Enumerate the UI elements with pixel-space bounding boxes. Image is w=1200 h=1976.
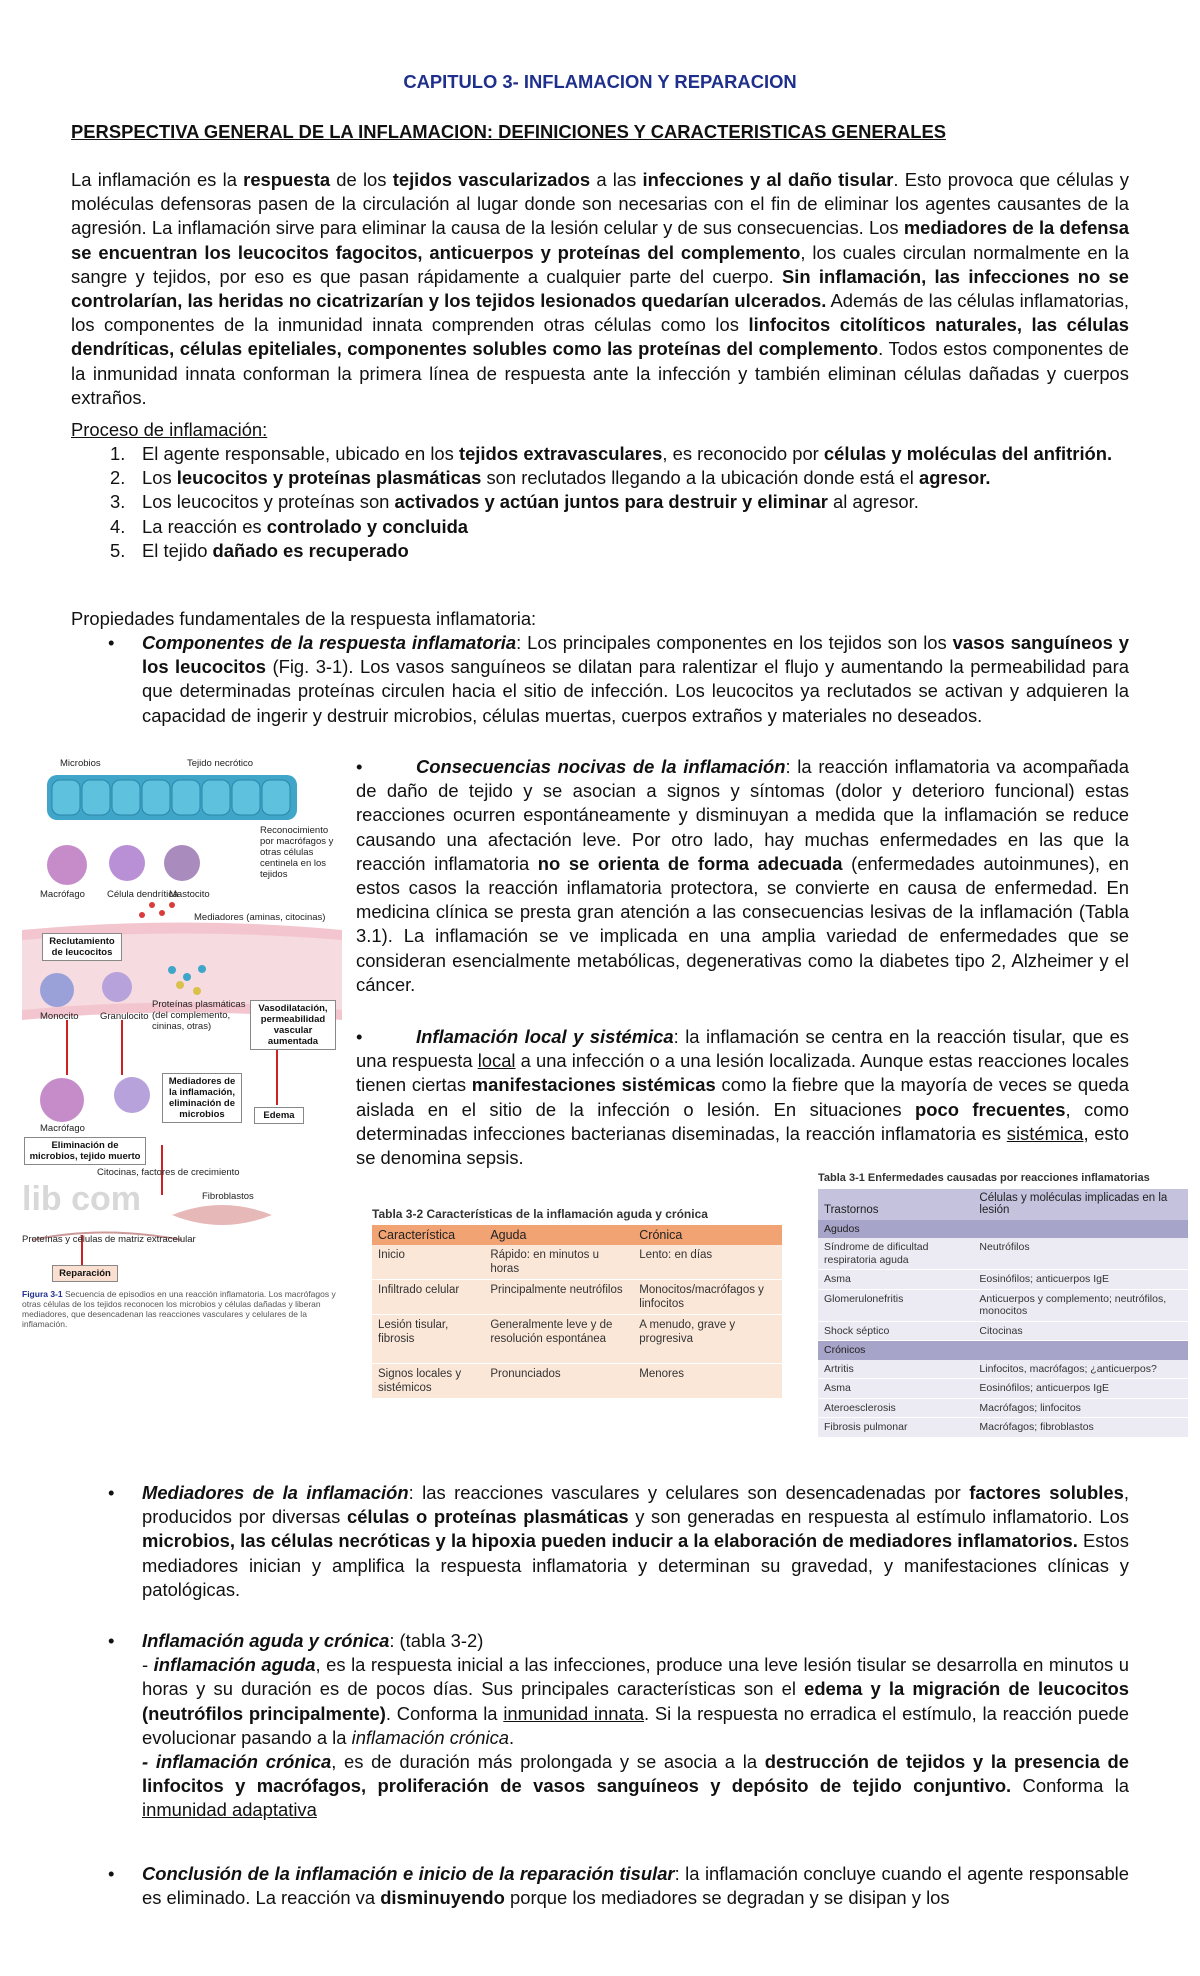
- dendritic-cell: [109, 845, 145, 881]
- table-row: Ateroesclerosis Macrófagos; linfocitos: [818, 1398, 1188, 1418]
- box-mediadores: Mediadores de la inflamación, eliminación de microbios: [162, 1073, 242, 1123]
- bullet-conclusion: • Conclusión de la inflamación e inicio de la reparación tisular: la inflamación concluye cuando el agente responsable es eliminado. La reacción va disminuyendo porque los mediadores se degradan y se disipan y los: [108, 1863, 1129, 1909]
- table-3-1: Tabla 3-1 Enfermedades causadas por reacciones inflamatorias Trastornos Células y moléculas implicadas en la lesión Agudos Síndrome de dificultad respiratoria aguda Neutrófilos Asma Eosinófilos; anticuerpos IgE Glomerulonefritis Anticuerpos y complemento; neutrófilos, monocitos Shock séptico Citocinas Crónicos Artritis Linfocitos, macrófagos; ¿anticuerpos? Asma Eosinófilos; anticuerpos IgE Ateroesclerosis Macrófagos; linfocitos Fibrosis pulmonar Macrófagos; fibroblastos: [818, 1172, 1188, 1438]
- monocyte-cell: [40, 973, 74, 1007]
- process-list: [110, 442, 1129, 563]
- intro-paragraph: La inflamación es la respuesta de los tejidos vascularizados a las infecciones y al daño tisular. Esto provoca que células y moléculas defensoras pasen de la circulación al lugar donde son necesarias con el fin de eliminar los agentes causantes de la agresión. La inflamación sirve para eliminar la causa de la lesión celular y de sus consecuencias. Los mediadores de la defensa se encuentran los leucocitos fagocitos, anticuerpos y proteínas del complemento, los cuales circulan normalmente en la sangre y tejidos, por eso es que pasan rápidamente a cualquier parte del cuerpo. Sin inflamación, las infecciones no se controlarían, las heridas no cicatrizarían y los tejidos lesionados quedarían ulcerados. Además de las células inflamatorias, los componentes de la inmunidad innata comprenden otras células como los linfocitos citolíticos naturales, las células dendríticas, células epiteliales, componentes solubles como las proteínas del complemento. Todos estos componentes de la inmunidad innata conforman la primera línea de respuesta ante la infección y también eliminan células dañadas y cuerpos extraños.: [71, 169, 1129, 408]
- label-citocinas: Citocinas, factores de crecimiento: [97, 1167, 240, 1178]
- table-header: Aguda: [484, 1225, 633, 1245]
- table-header: Crónica: [633, 1225, 782, 1245]
- table-row: Lesión tisular, fibrosis Generalmente leve y de resolución espontánea A menudo, grave y progresiva: [372, 1315, 782, 1364]
- table-section: Agudos: [818, 1220, 1188, 1239]
- bullet-local: • Inflamación local y sistémica: la inflamación se centra en la reacción tisular, que es una respuesta local a una infección o a una lesión localizada. Aunque estas reacciones locales tienen ciertas manifestaciones sistémicas como la fiebre que la mayoría de veces se queda aislada en el sitio de la infección o lesión. En situaciones poco frecuentes, como determinadas infecciones bacterianas diseminadas, la reacción inflamatoria es sistémica, esto se denomina sepsis.: [356, 1026, 1130, 1169]
- label-macrofago: Macrófago: [40, 889, 85, 900]
- process-heading: Proceso de inflamación:: [71, 419, 268, 440]
- label-microbios: Microbios: [60, 758, 101, 769]
- bullet-components: • Componentes de la respuesta inflamatoria: Los principales componentes en los tejidos son los vasos sanguíneos y los leucocitos (Fig. 3-1). Los vasos sanguíneos se dilatan para ralentizar el flujo y aumentando la permeabilidad para que determinadas proteínas circulen hacia el sitio de infección. Los leucocitos ya reclutados se activan y adquieren la capacidad de ingerir y destruir microbios, células muertas, cuerpos extraños y materiales no deseados.: [108, 632, 1129, 726]
- neutrophil-cell: [114, 1077, 150, 1113]
- box-reclutamiento: Reclutamiento de leucocitos: [42, 933, 122, 961]
- fibroblast-shape: [172, 1205, 272, 1225]
- bullet-mediators: • Mediadores de la inflamación: las reacciones vasculares y celulares son desencadenadas por factores solubles, producidos por diversas células o proteínas plasmáticas y son generadas en respuesta al estímulo inflamatorio. Los microbios, las células necróticas y la hipoxia pueden inducir a la elaboración de mediadores inflamatorios. Estos mediadores inician y amplifica la respuesta inflamatoria y determinan su gravedad, y manifestaciones clínicas y patológicas.: [108, 1482, 1129, 1600]
- list-item: 5. El tejido dañado es recuperado: [110, 539, 409, 561]
- label-matriz: Proteínas y células de matriz extracelular: [22, 1234, 196, 1245]
- table-row: Asma Eosinófilos; anticuerpos IgE: [818, 1379, 1188, 1399]
- label-reconocimiento: Reconocimiento por macrófagos y otras células centinela en los tejidos: [260, 825, 334, 880]
- label-mastocito: Mastocito: [169, 889, 210, 900]
- table-row: Shock séptico Citocinas: [818, 1321, 1188, 1341]
- section-heading: PERSPECTIVA GENERAL DE LA INFLAMACION: DEFINICIONES Y CARACTERISTICAS GENERALES: [71, 121, 946, 142]
- bullet-consequences: • Consecuencias nocivas de la inflamación: la reacción inflamatoria va acompañada de daño de tejido y se asocian a signos y síntomas (dolor y deterioro funcional) estas reacciones ocurren espontáneamente y disminuyan a medida que la inflamación se reduce causando una afectación leve. Por otro lado, hay muchas enfermedades en las que la reacción inflamatoria no se orienta de forma adecuada (enfermedades autoinmunes), en estos casos la reacción inflamatoria protectora, se convierte en causa de enfermedad. En medicina clínica se presta gran atención a las consecuencias lesivas de la inflamación (Tabla 3.1). La inflamación se ve implicada en una amplia variedad de enfermedades que se consideran esencialmente metabólicas, degenerativas como la diabetes tipo 2, Alzheimer y el cáncer.: [356, 756, 1130, 995]
- macrophage-cell-2: [40, 1078, 84, 1122]
- table-header: Característica: [372, 1225, 484, 1245]
- box-vasodilatacion: Vasodilatación, permeabilidad vascular aumentada: [250, 1000, 336, 1050]
- label-fibroblastos: Fibroblastos: [202, 1191, 254, 1202]
- bullet-acute-chronic: • Inflamación aguda y crónica: (tabla 3-2) - inflamación aguda, es la respuesta inicial a las infecciones, produce una leve lesión tisular se desarrolla en minutos u horas y su duración es de pocos días. Sus principales características son el edema y la migración de leucocitos (neutrófilos principalmente). Conforma la inmunidad innata. Si la respuesta no erradica el estímulo, la reacción puede evolucionar pasando a la inflamación crónica. - inflamación crónica, es de duración más prolongada y se asocia a la destrucción de tejidos y la presencia de linfocitos y macrófagos, proliferación de vasos sanguíneos y depósito de tejido conjuntivo. Conforma la inmunidad adaptativa: [108, 1630, 1130, 1821]
- list-item: 3. Los leucocitos y proteínas son activados y actúan juntos para destruir y eliminar al agresor.: [110, 491, 919, 513]
- watermark: lib com: [22, 1180, 142, 1218]
- list-item: 2. Los leucocitos y proteínas plasmáticas son reclutados llegando a la ubicación donde está el agresor.: [110, 467, 991, 489]
- table-row: Artritis Linfocitos, macrófagos; ¿anticuerpos?: [818, 1360, 1188, 1379]
- table-header: Células y moléculas implicadas en la lesión: [973, 1189, 1188, 1220]
- table-row: Infiltrado celular Principalmente neutrófilos Monocitos/macrófagos y linfocitos: [372, 1280, 782, 1315]
- table-row: Inicio Rápido: en minutos u horas Lento: en días: [372, 1245, 782, 1280]
- table-3-2: Tabla 3-2 Características de la inflamación aguda y crónica Característica Aguda Crónica Inicio Rápido: en minutos u horas Lento: en días Infiltrado celular Principalmente neutrófilos Monocitos/macrófagos y linfocitos Lesión tisular, fibrosis Generalmente leve y de resolución espontánea A menudo, grave y progresiva Signos locales y sistémicos Pronunciados Menores: [372, 1207, 782, 1399]
- properties-heading: Propiedades fundamentales de la respuesta inflamatoria:: [71, 608, 537, 629]
- label-dendritica: Célula dendrítica: [107, 889, 179, 900]
- label-granulocito: Granulocito: [100, 1011, 149, 1022]
- label-mediadores: Mediadores (aminas, citocinas): [194, 912, 326, 923]
- list-item: 4. La reacción es controlado y concluida: [110, 515, 469, 537]
- box-eliminacion: Eliminación de microbios, tejido muerto: [24, 1137, 146, 1165]
- mast-cell: [164, 845, 200, 881]
- label-macrofago-2: Macrófago: [40, 1123, 85, 1134]
- table-header: Trastornos: [818, 1189, 973, 1220]
- figure-caption: Figura 3-1 Secuencia de episodios en una reacción inflamatoria. Los macrófagos y otras células de los tejidos reconocen los microbios y células dañadas y liberan mediadores, que desencadenan las reacciones vasculares y celulares de la inflamación.: [22, 1289, 336, 1329]
- label-monocito: Monocito: [40, 1011, 79, 1022]
- table-row: Signos locales y sistémicos Pronunciados Menores: [372, 1364, 782, 1399]
- table-section: Crónicos: [818, 1341, 1188, 1360]
- table-row: Fibrosis pulmonar Macrófagos; fibroblastos: [818, 1418, 1188, 1438]
- box-reparacion: Reparación: [52, 1265, 118, 1282]
- table-row: Asma Eosinófilos; anticuerpos IgE: [818, 1270, 1188, 1290]
- list-item: 1. El agente responsable, ubicado en los tejidos extravasculares, es reconocido por células y moléculas del anfitrión.: [110, 443, 1113, 464]
- table-row: Síndrome de dificultad respiratoria aguda Neutrófilos: [818, 1238, 1188, 1270]
- granulocyte-cell: [102, 972, 132, 1002]
- page-title: CAPITULO 3- INFLAMACION Y REPARACION: [403, 71, 797, 92]
- macrophage-cell: [47, 845, 87, 885]
- table-row: Glomerulonefritis Anticuerpos y complemento; neutrófilos, monocitos: [818, 1289, 1188, 1321]
- box-edema: Edema: [254, 1107, 304, 1124]
- figure-3-1: [22, 755, 342, 1340]
- label-necrotico: Tejido necrótico: [187, 758, 254, 769]
- label-proteinas: Proteínas plasmáticas (del complemento, cininas, otras): [152, 999, 246, 1032]
